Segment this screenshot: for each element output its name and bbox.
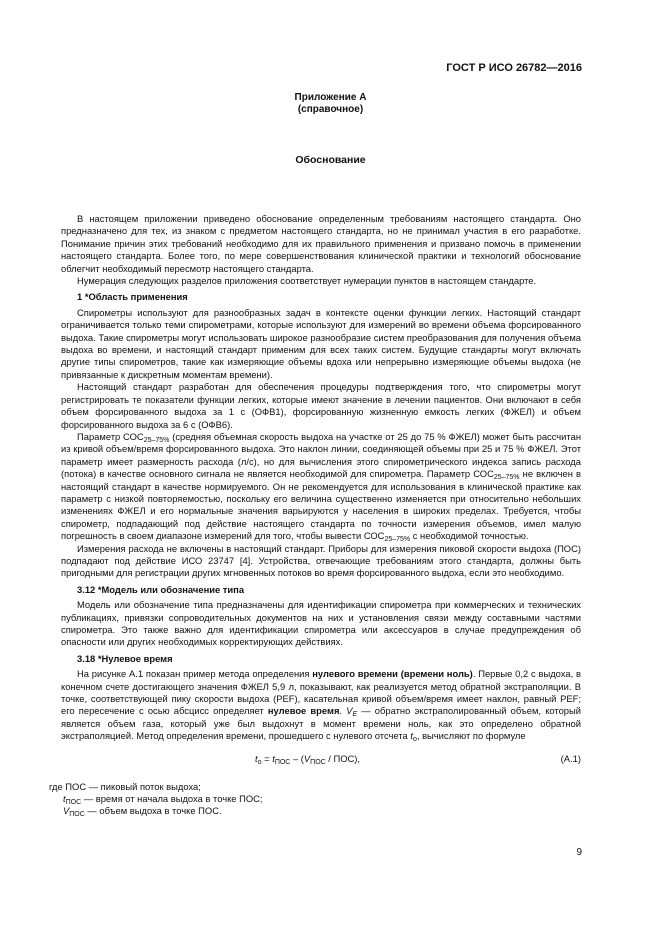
subscript: ПОС	[274, 758, 291, 766]
symbol: V	[63, 805, 70, 817]
text-run: — объем выдоха в точке ПОС.	[84, 805, 222, 817]
text-run: — время от начала выдоха в точке ПОС;	[81, 793, 263, 805]
text-run: (средняя объемная скорость выдоха на участке от 25 до 75 % ФЖЕЛ) может быть рассчитан из кривой объем/время форсированного выдоха. Это наклон линии, соединяющей объемы при 25 и 75 % ФЖЕЛ. Этот параметр имеет размерность расхода (л/с), но для вычисления этого спирометрического индекса запись расхода (потока) в качестве основного сигнала не является необходимой для спирометра. Параметр СОС	[61, 430, 581, 480]
where-definition-3	[63, 805, 581, 817]
formula-expression	[255, 753, 360, 765]
symbol: t	[255, 752, 258, 764]
section-3-18-heading: 3.18 *Нулевое время	[77, 652, 173, 664]
text-run: — обратно экстраполированный объем, который является объем газа, который уже был выдохнут в момент времени ноль, как это определено обратной экстраполяцией. Метод определения времени, прошедшего с нулевого отсчета	[61, 705, 581, 742]
text-run: с необходимой точностью.	[410, 530, 529, 542]
intro-paragraph-2: Нумерация следующих разделов приложения соответствует нумерации пунктов в настоящем стандарте.	[77, 275, 537, 287]
bold-term: нулевое время	[267, 705, 340, 717]
where-definition-1: где ПОС — пиковый поток выдоха;	[49, 780, 201, 792]
formula-number: (А.1)	[560, 752, 581, 764]
bold-term: нулевого времени (времени ноль)	[312, 668, 473, 680]
standard-header: ГОСТ Р ИСО 26782—2016	[446, 62, 582, 74]
text-run: На рисунке А.1 показан пример метода определения	[77, 668, 313, 680]
subscript: ПОС	[69, 811, 85, 819]
section-1-paragraph-4: Измерения расхода не включены в настоящий стандарт. Приборы для измерения пиковой скорости выдоха (ПОС) подпадают под действие ИСО 23747 [4]. Устройства, отвечающие требованиям этого стандарта, должны быть пригодными для регистрации других мгновенных потоков во время форсированного выдоха, если это необходимо.	[61, 542, 581, 579]
text-run: . Первые 0,2 с выдоха, в конечном счете достигающего значения ФЖЕЛ 5,9 л, показывают, как реализуется метод обратной экстраполяции. В точке, соответствующей пику скорости выдоха (PEF), касательная кривой объем/время имеет наклон, равный PEF; его пересечение с осью абсцисс определяет	[61, 668, 581, 717]
formula-a1	[61, 753, 581, 769]
page-number: 9	[576, 847, 582, 858]
text-run: / ПОС),	[325, 752, 361, 764]
subscript: 25–75%	[384, 536, 411, 544]
section-title: Обоснование	[295, 154, 366, 166]
subscript: ПОС	[310, 758, 326, 766]
annex-heading	[0, 92, 661, 116]
intro-paragraph-1: В настоящем приложении приведено обоснование определенным требованиям настоящего стандарта. Оно предназначено для тех, из знаком с предметом настоящего стандарта, но не принимал участия в его разработке. Понимание причин этих требований необходимо для их правильного применения и призвано помочь в применении настоящего стандарта. Более того, по мере совершенствования клинической практики и технологий обоснование облегчит необходимый пересмотр настоящего стандарта.	[61, 213, 581, 274]
section-1-paragraph-1: Спирометры используют для разнообразных задач в контексте оценки функции легких. Настоящий стандарт ограничивается только теми спирометрами, которые используют для измерений во времени объема форсированного выдоха. Такие спирометры могут использовать широкое разнообразие систем преобразования для получения объема выдоха во времени, и настоящий стандарт применим для всех таких систем. Будущие стандарты могут включать другие типы спирометров, такие как измеряющие объемы вдоха или непрерывно измеряющие объемы выдоха (не привязанные к дискретным моментам времени).	[61, 306, 581, 380]
subscript: о	[257, 758, 262, 766]
annex-title: Приложение А	[294, 92, 367, 103]
section-1-paragraph-2: Настоящий стандарт разработан для обеспечения процедуры подтверждения того, что спирометры могут регистрировать те показатели функции легких, которые имеют значение в лечении пациентов. Они включают в себя объем форсированного выдоха за 1 с (ОФВ1), форсированную жизненную емкость легких (ФЖЕЛ) и объем форсированного выдоха за 6 с (ОФВ6).	[61, 381, 581, 430]
annex-subtitle: (справочное)	[297, 104, 364, 115]
text-run: , вычисляют по формуле	[416, 730, 526, 742]
section-3-18-paragraph	[61, 668, 581, 742]
subscript: 25–75%	[143, 436, 170, 444]
text-run: .	[339, 705, 347, 717]
subscript: о	[412, 736, 417, 744]
symbol: t	[272, 752, 275, 764]
section-1-heading: 1 *Область применения	[77, 291, 188, 303]
symbol: t	[63, 793, 66, 805]
text-run: – (	[290, 752, 304, 764]
symbol: V	[346, 705, 353, 717]
symbol: t	[410, 730, 413, 742]
section-3-12-paragraph: Модель или обозначение типа предназначены для идентификации спирометра при коммерческих и технических публикациях, привязки сопроводительных документов на них и установления связи между составными частями спирометра. Это также важно для идентификации спирометра или аксессуаров в случае предупреждения об опасности или других необходимых корректирующих действиях.	[61, 599, 581, 648]
subscript: 25–75%	[493, 474, 520, 482]
section-3-12-heading: 3.12 *Модель или обозначение типа	[77, 583, 245, 595]
symbol: V	[303, 752, 311, 764]
text-run: Параметр СОС	[77, 430, 144, 442]
section-1-paragraph-3	[61, 431, 581, 543]
symbol-subscript: E	[352, 711, 358, 719]
where-definition-2	[63, 793, 581, 805]
text-run: не включен в настоящий стандарт в качестве нормируемого. Он не рекомендуется для использования в клинической практике как параметр с низкой повторяемостью, поскольку его величина существенно изменяется при относительно небольших изменениях ФЖЕЛ и его нормальные значения варьируются у населения в широких пределах. Требуется, чтобы спирометр, подпадающий под действие настоящего стандарта по точности измерения объемов, имел малую погрешность в своем диапазоне измерений для того, чтобы вывести СОС	[61, 468, 581, 542]
document-body	[49, 213, 581, 819]
subscript: ПОС	[65, 799, 82, 807]
text-run: =	[261, 752, 273, 764]
